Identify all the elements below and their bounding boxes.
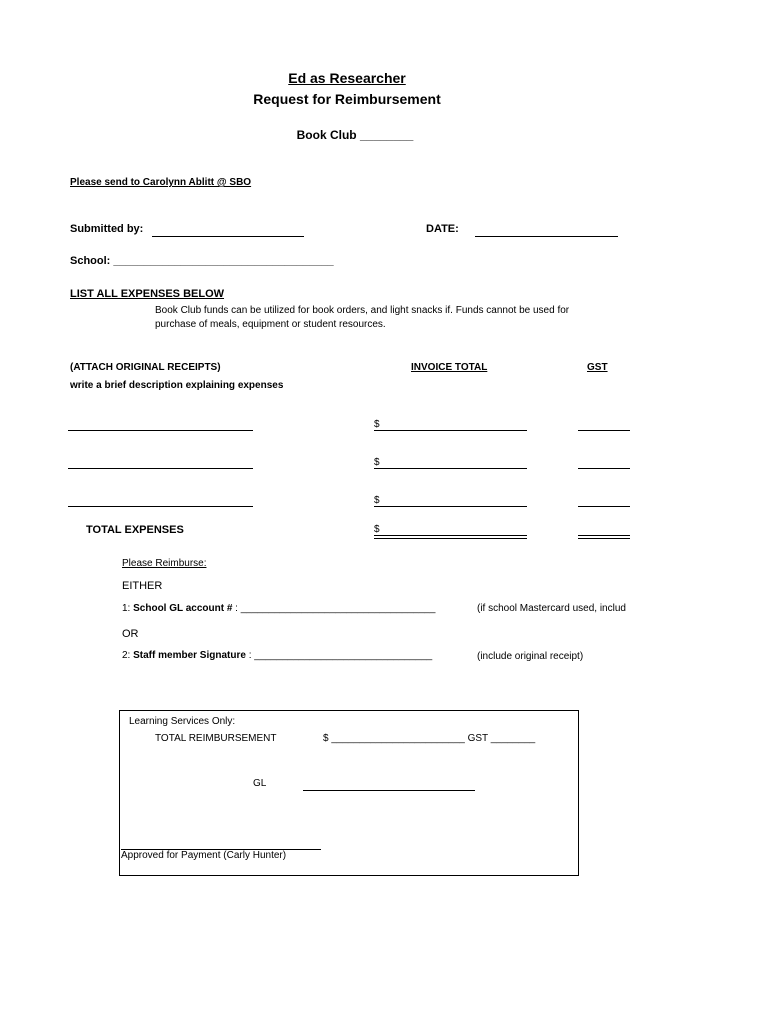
date-label: DATE: (426, 223, 459, 235)
expenses-note-line1: Book Club funds can be utilized for book orders, and light snacks if. Funds cannot be used for (155, 305, 570, 316)
date-line[interactable] (475, 236, 618, 237)
receipts-header: (ATTACH ORIGINAL RECEIPTS) (70, 362, 221, 373)
school-field[interactable]: School: ____________________________________ (70, 255, 334, 267)
send-to-note: Please send to Carolynn Ablitt @ SBO (70, 177, 252, 188)
option1-prefix: 1: (122, 603, 131, 614)
learning-services-heading: Learning Services Only: (129, 716, 236, 727)
total-gst-line[interactable] (578, 535, 630, 536)
gst-line[interactable] (578, 430, 630, 431)
gl-line[interactable] (303, 790, 475, 791)
option1-school-gl[interactable] (122, 603, 435, 614)
reimburse-label: Please Reimburse: (122, 558, 207, 569)
expense-description-line[interactable] (68, 430, 253, 431)
total-invoice-line[interactable] (374, 535, 527, 536)
option2-line: : ________________________________ (245, 650, 433, 661)
expenses-heading: LIST ALL EXPENSES BELOW (70, 288, 225, 300)
description-header: write a brief description explaining expenses (70, 380, 284, 391)
either-label: EITHER (122, 580, 163, 592)
invoice-total-line[interactable] (374, 468, 527, 469)
total-expenses-label: TOTAL EXPENSES (86, 524, 184, 536)
submitted-by-label: Submitted by: (70, 223, 144, 235)
total-invoice-double-line (374, 538, 527, 539)
option2-bold: Staff member Signature (133, 650, 246, 661)
book-club-field[interactable]: Book Club ________ (296, 128, 414, 142)
form-title: Ed as Researcher (288, 70, 406, 86)
expenses-note-line2: purchase of meals, equipment or student resources. (155, 319, 386, 330)
invoice-total-header: INVOICE TOTAL (411, 362, 488, 373)
option2-note: (include original receipt) (477, 651, 584, 662)
invoice-total-line[interactable] (374, 506, 527, 507)
form-subtitle: Request for Reimbursement (253, 91, 441, 107)
dollar-sign: $ (374, 495, 380, 506)
option2-staff-signature[interactable] (122, 650, 432, 661)
approved-for-payment-label: Approved for Payment (Carly Hunter) (121, 850, 287, 861)
gst-header: GST (587, 362, 608, 373)
reimbursement-amount-field[interactable]: $ ________________________ GST ________ (323, 733, 536, 744)
expense-description-line[interactable] (68, 506, 253, 507)
dollar-sign: $ (374, 457, 380, 468)
dollar-sign: $ (374, 524, 380, 535)
gst-line[interactable] (578, 506, 630, 507)
submitted-by-line[interactable] (152, 236, 304, 237)
gl-label: GL (253, 778, 267, 789)
option1-line: : ___________________________________ (232, 603, 436, 614)
invoice-total-line[interactable] (374, 430, 527, 431)
option1-note: (if school Mastercard used, includ (477, 603, 626, 614)
total-gst-double-line (578, 538, 630, 539)
option1-bold: School GL account # (133, 603, 233, 614)
or-label: OR (122, 628, 139, 640)
expense-description-line[interactable] (68, 468, 253, 469)
option2-prefix: 2: (122, 650, 131, 661)
gst-line[interactable] (578, 468, 630, 469)
total-reimbursement-label: TOTAL REIMBURSEMENT (155, 733, 277, 744)
dollar-sign: $ (374, 419, 380, 430)
